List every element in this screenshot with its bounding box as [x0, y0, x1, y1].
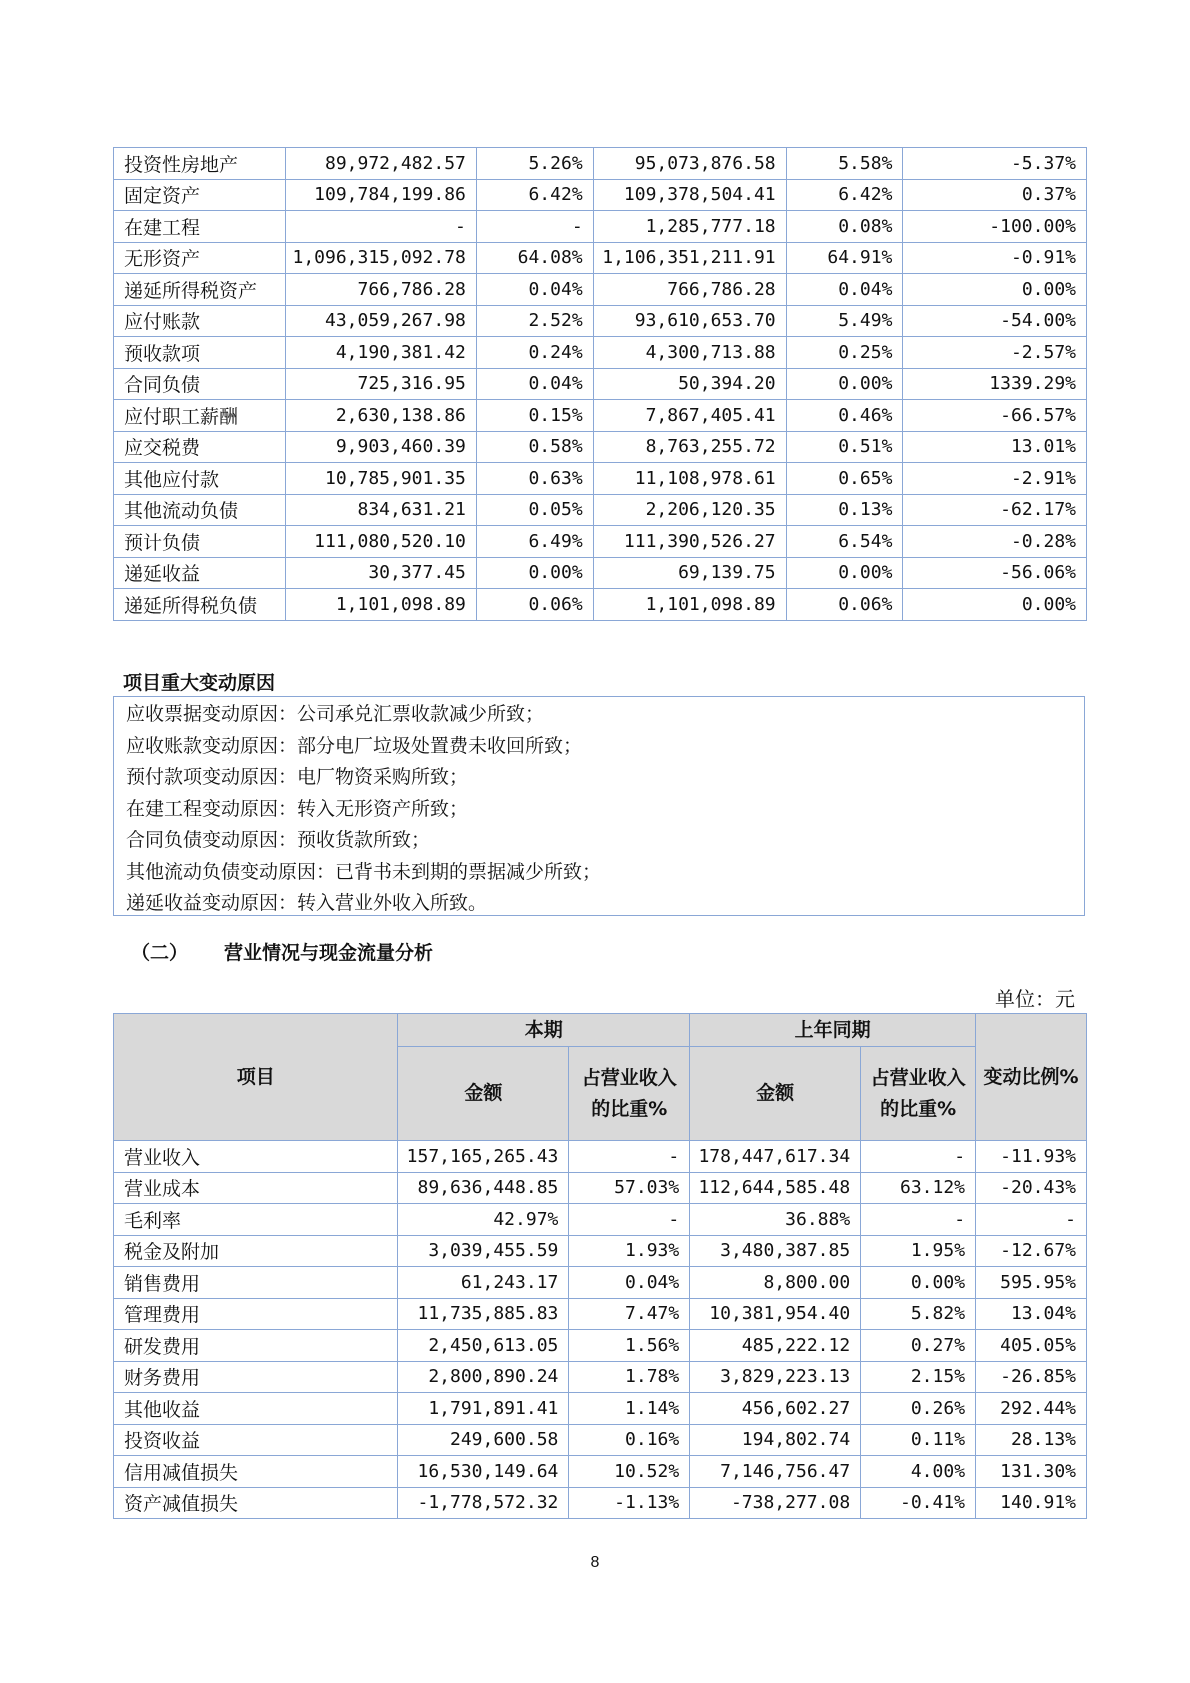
row-name-cell: 预计负债	[114, 526, 286, 558]
change-ratio-cell: 0.00%	[903, 589, 1087, 621]
current-amount-cell: 2,800,890.24	[398, 1361, 569, 1393]
current-amount-cell: 4,190,381.42	[285, 337, 476, 369]
header-current-amount: 金额	[398, 1047, 569, 1141]
header-current-period: 本期	[398, 1014, 690, 1047]
current-amount-cell: 89,636,448.85	[398, 1172, 569, 1204]
previous-amount-cell: 1,101,098.89	[593, 589, 786, 621]
current-amount-cell: -1,778,572.32	[398, 1487, 569, 1519]
previous-ratio-cell: 64.91%	[786, 242, 903, 274]
balance-sheet-body	[114, 148, 1087, 621]
change-ratio-cell: -2.57%	[903, 337, 1087, 369]
row-name-cell: 合同负债	[114, 368, 286, 400]
current-ratio-cell: 0.58%	[476, 431, 593, 463]
row-name-cell: 应付账款	[114, 305, 286, 337]
previous-amount-cell: -738,277.08	[690, 1487, 861, 1519]
current-amount-cell: 111,080,520.10	[285, 526, 476, 558]
balance-sheet-table	[113, 147, 1087, 621]
current-amount-cell: 30,377.45	[285, 557, 476, 589]
row-name-cell: 预收款项	[114, 337, 286, 369]
previous-ratio-cell: 6.42%	[786, 179, 903, 211]
table-row	[114, 431, 1087, 463]
header-change-ratio: 变动比例%	[976, 1014, 1087, 1141]
previous-ratio-cell: 0.00%	[861, 1267, 976, 1299]
previous-amount-cell: 50,394.20	[593, 368, 786, 400]
previous-amount-cell: 111,390,526.27	[593, 526, 786, 558]
row-name-cell: 研发费用	[114, 1330, 398, 1362]
row-name-cell: 无形资产	[114, 242, 286, 274]
row-name-cell: 应交税费	[114, 431, 286, 463]
row-name-cell: 销售费用	[114, 1267, 398, 1299]
current-ratio-cell: 1.56%	[569, 1330, 690, 1362]
table-row	[114, 589, 1087, 621]
change-ratio-cell: 292.44%	[976, 1393, 1087, 1425]
table-row	[114, 368, 1087, 400]
row-name-cell: 管理费用	[114, 1298, 398, 1330]
previous-amount-cell: 36.88%	[690, 1204, 861, 1236]
change-ratio-cell: 131.30%	[976, 1456, 1087, 1488]
change-ratio-cell: -5.37%	[903, 148, 1087, 180]
operations-table-header	[114, 1014, 1087, 1141]
current-ratio-cell: 64.08%	[476, 242, 593, 274]
table-row	[114, 1393, 1087, 1425]
current-amount-cell: 2,630,138.86	[285, 400, 476, 432]
current-ratio-cell: 0.04%	[476, 368, 593, 400]
change-ratio-cell: -11.93%	[976, 1141, 1087, 1173]
reason-line: 预付款项变动原因：电厂物资采购所致；	[126, 766, 469, 788]
current-ratio-cell: 0.24%	[476, 337, 593, 369]
previous-ratio-cell: 5.82%	[861, 1298, 976, 1330]
change-ratio-cell: 595.95%	[976, 1267, 1087, 1299]
current-ratio-cell: 57.03%	[569, 1172, 690, 1204]
change-ratio-cell: -56.06%	[903, 557, 1087, 589]
change-ratio-cell: -0.91%	[903, 242, 1087, 274]
header-current-ratio: 占营业收入的比重%	[569, 1047, 690, 1141]
row-name-cell: 投资性房地产	[114, 148, 286, 180]
current-amount-cell: 249,600.58	[398, 1424, 569, 1456]
current-amount-cell: 834,631.21	[285, 494, 476, 526]
change-ratio-cell: -62.17%	[903, 494, 1087, 526]
previous-amount-cell: 112,644,585.48	[690, 1172, 861, 1204]
change-ratio-cell: -20.43%	[976, 1172, 1087, 1204]
previous-ratio-cell: 63.12%	[861, 1172, 976, 1204]
previous-amount-cell: 7,146,756.47	[690, 1456, 861, 1488]
previous-amount-cell: 8,800.00	[690, 1267, 861, 1299]
current-amount-cell: 43,059,267.98	[285, 305, 476, 337]
change-ratio-cell: 13.04%	[976, 1298, 1087, 1330]
reason-line: 递延收益变动原因：转入营业外收入所致。	[126, 892, 488, 914]
previous-amount-cell: 11,108,978.61	[593, 463, 786, 495]
current-amount-cell: 1,096,315,092.78	[285, 242, 476, 274]
previous-ratio-cell: 1.95%	[861, 1235, 976, 1267]
table-row	[114, 463, 1087, 495]
row-name-cell: 信用减值损失	[114, 1456, 398, 1488]
previous-ratio-cell: 0.00%	[786, 557, 903, 589]
previous-ratio-cell: 6.54%	[786, 526, 903, 558]
previous-ratio-cell: 0.26%	[861, 1393, 976, 1425]
table-row	[114, 400, 1087, 432]
previous-amount-cell: 2,206,120.35	[593, 494, 786, 526]
change-ratio-cell: -66.57%	[903, 400, 1087, 432]
table-row	[114, 1172, 1087, 1204]
current-ratio-cell: -	[569, 1204, 690, 1236]
change-ratio-cell: -100.00%	[903, 211, 1087, 243]
table-row	[114, 305, 1087, 337]
current-amount-cell: 11,735,885.83	[398, 1298, 569, 1330]
row-name-cell: 营业成本	[114, 1172, 398, 1204]
reason-line: 应收票据变动原因：公司承兑汇票收款减少所致；	[126, 703, 545, 725]
previous-amount-cell: 3,829,223.13	[690, 1361, 861, 1393]
current-amount-cell: 109,784,199.86	[285, 179, 476, 211]
previous-amount-cell: 69,139.75	[593, 557, 786, 589]
previous-ratio-cell: 0.04%	[786, 274, 903, 306]
change-ratio-cell: 28.13%	[976, 1424, 1087, 1456]
previous-amount-cell: 178,447,617.34	[690, 1141, 861, 1173]
table-row	[114, 274, 1087, 306]
previous-amount-cell: 194,802.74	[690, 1424, 861, 1456]
row-name-cell: 资产减值损失	[114, 1487, 398, 1519]
row-name-cell: 其他流动负债	[114, 494, 286, 526]
change-ratio-cell: 1339.29%	[903, 368, 1087, 400]
row-name-cell: 递延所得税负债	[114, 589, 286, 621]
header-previous-period: 上年同期	[690, 1014, 976, 1047]
previous-amount-cell: 485,222.12	[690, 1330, 861, 1362]
current-amount-cell: 1,791,891.41	[398, 1393, 569, 1425]
major-change-reasons-box	[113, 696, 1085, 916]
table-row	[114, 242, 1087, 274]
current-ratio-cell: 10.52%	[569, 1456, 690, 1488]
current-amount-cell: 725,316.95	[285, 368, 476, 400]
previous-amount-cell: 1,106,351,211.91	[593, 242, 786, 274]
previous-ratio-cell: 4.00%	[861, 1456, 976, 1488]
current-ratio-cell: 5.26%	[476, 148, 593, 180]
current-ratio-cell: 0.16%	[569, 1424, 690, 1456]
table-row	[114, 1424, 1087, 1456]
table-row	[114, 1456, 1087, 1488]
current-ratio-cell: 0.04%	[569, 1267, 690, 1299]
section-heading	[131, 938, 433, 965]
current-amount-cell: 42.97%	[398, 1204, 569, 1236]
change-ratio-cell: 0.00%	[903, 274, 1087, 306]
previous-ratio-cell: 0.08%	[786, 211, 903, 243]
current-ratio-cell: -	[476, 211, 593, 243]
previous-amount-cell: 95,073,876.58	[593, 148, 786, 180]
row-name-cell: 固定资产	[114, 179, 286, 211]
operations-table	[113, 1013, 1087, 1519]
current-amount-cell: 157,165,265.43	[398, 1141, 569, 1173]
table-row	[114, 337, 1087, 369]
reason-line: 合同负债变动原因：预收货款所致；	[126, 829, 431, 851]
previous-ratio-cell: -	[861, 1141, 976, 1173]
current-amount-cell: 1,101,098.89	[285, 589, 476, 621]
change-ratio-cell: -54.00%	[903, 305, 1087, 337]
previous-ratio-cell: 0.65%	[786, 463, 903, 495]
current-ratio-cell: 1.93%	[569, 1235, 690, 1267]
header-previous-ratio: 占营业收入的比重%	[861, 1047, 976, 1141]
table-row	[114, 148, 1087, 180]
reason-line: 其他流动负债变动原因：已背书未到期的票据减少所致；	[126, 860, 602, 883]
current-ratio-cell: -1.13%	[569, 1487, 690, 1519]
change-ratio-cell: 0.37%	[903, 179, 1087, 211]
current-amount-cell: 2,450,613.05	[398, 1330, 569, 1362]
change-ratio-cell: -0.28%	[903, 526, 1087, 558]
table-row	[114, 526, 1087, 558]
change-ratio-cell: 140.91%	[976, 1487, 1087, 1519]
previous-ratio-cell: 0.51%	[786, 431, 903, 463]
current-ratio-cell: 2.52%	[476, 305, 593, 337]
current-ratio-cell: 7.47%	[569, 1298, 690, 1330]
row-name-cell: 毛利率	[114, 1204, 398, 1236]
row-name-cell: 其他应付款	[114, 463, 286, 495]
current-ratio-cell: 6.49%	[476, 526, 593, 558]
current-amount-cell: 61,243.17	[398, 1267, 569, 1299]
change-ratio-cell: -26.85%	[976, 1361, 1087, 1393]
change-ratio-cell: 13.01%	[903, 431, 1087, 463]
current-amount-cell: 16,530,149.64	[398, 1456, 569, 1488]
current-amount-cell: 89,972,482.57	[285, 148, 476, 180]
previous-ratio-cell: 0.25%	[786, 337, 903, 369]
table-row	[114, 179, 1087, 211]
unit-label: 单位：元	[995, 987, 1075, 1011]
section-title: 营业情况与现金流量分析	[224, 942, 434, 964]
page-number: 8	[590, 1554, 600, 1571]
current-amount-cell: 766,786.28	[285, 274, 476, 306]
previous-ratio-cell: -0.41%	[861, 1487, 976, 1519]
row-name-cell: 投资收益	[114, 1424, 398, 1456]
table-row	[114, 494, 1087, 526]
current-ratio-cell: 0.04%	[476, 274, 593, 306]
current-ratio-cell: 1.14%	[569, 1393, 690, 1425]
table-row	[114, 1298, 1087, 1330]
previous-ratio-cell: 5.58%	[786, 148, 903, 180]
current-ratio-cell: 0.15%	[476, 400, 593, 432]
previous-ratio-cell: 0.06%	[786, 589, 903, 621]
current-amount-cell: 9,903,460.39	[285, 431, 476, 463]
previous-amount-cell: 109,378,504.41	[593, 179, 786, 211]
previous-amount-cell: 3,480,387.85	[690, 1235, 861, 1267]
table-row	[114, 1235, 1087, 1267]
operations-table-body	[114, 1141, 1087, 1519]
previous-amount-cell: 456,602.27	[690, 1393, 861, 1425]
table-row	[114, 557, 1087, 589]
table-row	[114, 1330, 1087, 1362]
row-name-cell: 财务费用	[114, 1361, 398, 1393]
previous-amount-cell: 4,300,713.88	[593, 337, 786, 369]
table-row	[114, 211, 1087, 243]
previous-ratio-cell: 0.13%	[786, 494, 903, 526]
current-ratio-cell: 0.00%	[476, 557, 593, 589]
table-row	[114, 1361, 1087, 1393]
row-name-cell: 税金及附加	[114, 1235, 398, 1267]
table-row	[114, 1141, 1087, 1173]
previous-amount-cell: 8,763,255.72	[593, 431, 786, 463]
previous-ratio-cell: 5.49%	[786, 305, 903, 337]
previous-ratio-cell: 0.46%	[786, 400, 903, 432]
previous-ratio-cell: 2.15%	[861, 1361, 976, 1393]
change-ratio-cell: -	[976, 1204, 1087, 1236]
previous-amount-cell: 1,285,777.18	[593, 211, 786, 243]
previous-amount-cell: 93,610,653.70	[593, 305, 786, 337]
change-ratio-cell: 405.05%	[976, 1330, 1087, 1362]
reason-line: 应收账款变动原因：部分电厂垃圾处置费未收回所致；	[126, 734, 583, 757]
row-name-cell: 其他收益	[114, 1393, 398, 1425]
current-ratio-cell: 6.42%	[476, 179, 593, 211]
current-amount-cell: 10,785,901.35	[285, 463, 476, 495]
current-ratio-cell: 1.78%	[569, 1361, 690, 1393]
change-ratio-cell: -2.91%	[903, 463, 1087, 495]
previous-ratio-cell: 0.00%	[786, 368, 903, 400]
previous-amount-cell: 10,381,954.40	[690, 1298, 861, 1330]
current-amount-cell: 3,039,455.59	[398, 1235, 569, 1267]
section-number: （二）	[131, 942, 189, 964]
current-ratio-cell: -	[569, 1141, 690, 1173]
major-change-reasons-title: 项目重大变动原因	[123, 672, 276, 694]
previous-amount-cell: 7,867,405.41	[593, 400, 786, 432]
previous-ratio-cell: -	[861, 1204, 976, 1236]
change-ratio-cell: -12.67%	[976, 1235, 1087, 1267]
row-name-cell: 递延收益	[114, 557, 286, 589]
row-name-cell: 在建工程	[114, 211, 286, 243]
current-ratio-cell: 0.63%	[476, 463, 593, 495]
row-name-cell: 递延所得税资产	[114, 274, 286, 306]
current-ratio-cell: 0.06%	[476, 589, 593, 621]
reason-line: 在建工程变动原因：转入无形资产所致；	[126, 797, 469, 820]
row-name-cell: 应付职工薪酬	[114, 400, 286, 432]
current-ratio-cell: 0.05%	[476, 494, 593, 526]
table-row	[114, 1487, 1087, 1519]
row-name-cell: 营业收入	[114, 1141, 398, 1173]
table-row	[114, 1204, 1087, 1236]
previous-ratio-cell: 0.11%	[861, 1424, 976, 1456]
table-row	[114, 1267, 1087, 1299]
current-amount-cell: -	[285, 211, 476, 243]
previous-amount-cell: 766,786.28	[593, 274, 786, 306]
previous-ratio-cell: 0.27%	[861, 1330, 976, 1362]
header-previous-amount: 金额	[690, 1047, 861, 1141]
header-item: 项目	[114, 1014, 398, 1141]
